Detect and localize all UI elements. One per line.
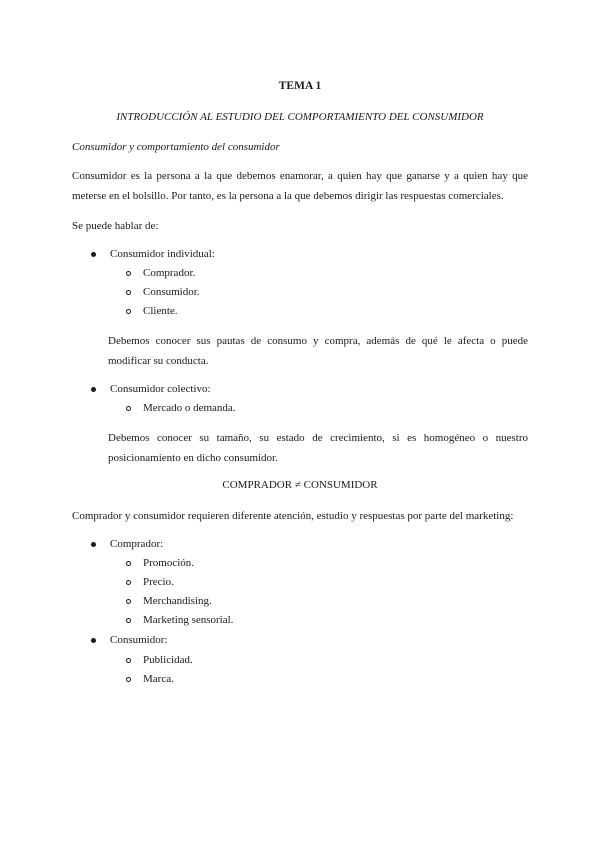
sub-item-label: Comprador. <box>143 267 196 279</box>
note-line-1: Debemos conocer su tamaño, su estado de crecimiento, si es homogéneo o nuestro <box>108 432 528 444</box>
sub-item <box>126 591 212 611</box>
sub-item-label: Marca. <box>143 673 174 685</box>
bullet-dot-icon <box>91 252 96 257</box>
bullet-individual <box>90 244 215 264</box>
colectivo-note <box>108 428 528 468</box>
circle-bullet-icon <box>126 580 131 585</box>
bullet-label: Consumidor individual: <box>110 248 215 260</box>
note-line-1: Debemos conocer sus pautas de consumo y compra, además de qué le afecta o puede <box>108 335 528 347</box>
bullet-dot-icon <box>91 387 96 392</box>
intro-line-2: meterse en el bolsillo. Por tanto, es la persona a la que debemos dirigir las respuestas comerciales. <box>72 190 504 202</box>
sub-item <box>126 650 193 670</box>
sub-item-label: Marketing sensorial. <box>143 614 234 626</box>
intro-line-1: Consumidor es la persona a la que debemos enamorar, a quien hay que ganarse y a quien hay que <box>72 170 528 182</box>
se-puede-text: Se puede hablar de: <box>72 220 159 232</box>
sub-item <box>126 669 174 689</box>
bullet-label: Consumidor: <box>110 634 168 646</box>
doc-subtitle: INTRODUCCIÓN AL ESTUDIO DEL COMPORTAMIENTO DEL CONSUMIDOR <box>116 111 484 123</box>
circle-bullet-icon <box>126 658 131 663</box>
circle-bullet-icon <box>126 290 131 295</box>
sub-item-label: Precio. <box>143 576 174 588</box>
sub-item <box>126 398 236 418</box>
sub-item-label: Mercado o demanda. <box>143 402 236 414</box>
comprador-consumidor-heading: COMPRADOR ≠ CONSUMIDOR <box>222 479 378 491</box>
bullet-colectivo <box>90 379 211 399</box>
para2: Comprador y consumidor requieren diferente atención, estudio y respuestas por parte del marketing: <box>72 510 514 522</box>
sub-item <box>126 301 178 321</box>
bullet-comprador <box>90 534 163 554</box>
note-line-2: modificar su conducta. <box>108 355 209 367</box>
individual-note <box>108 331 528 371</box>
sub-item <box>126 282 200 302</box>
note-line-2: posicionamiento en dicho consumidor. <box>108 452 278 464</box>
sub-item-label: Publicidad. <box>143 654 193 666</box>
sub-item-label: Cliente. <box>143 305 178 317</box>
sub-item <box>126 553 194 573</box>
circle-bullet-icon <box>126 677 131 682</box>
circle-bullet-icon <box>126 561 131 566</box>
sub-item-label: Merchandising. <box>143 595 212 607</box>
sub-item <box>126 572 174 592</box>
bullet-dot-icon <box>91 542 96 547</box>
section-heading: Consumidor y comportamiento del consumidor <box>72 141 280 153</box>
circle-bullet-icon <box>126 309 131 314</box>
sub-item-label: Consumidor. <box>143 286 200 298</box>
circle-bullet-icon <box>126 618 131 623</box>
circle-bullet-icon <box>126 271 131 276</box>
bullet-label: Consumidor colectivo: <box>110 383 211 395</box>
bullet-consumidor <box>90 630 167 650</box>
circle-bullet-icon <box>126 406 131 411</box>
doc-title: TEMA 1 <box>278 80 322 92</box>
circle-bullet-icon <box>126 599 131 604</box>
intro-paragraph <box>72 166 528 206</box>
sub-item-label: Promoción. <box>143 557 195 569</box>
sub-item <box>126 263 195 283</box>
bullet-dot-icon <box>91 638 96 643</box>
bullet-label: Comprador: <box>110 538 164 550</box>
sub-item <box>126 610 233 630</box>
